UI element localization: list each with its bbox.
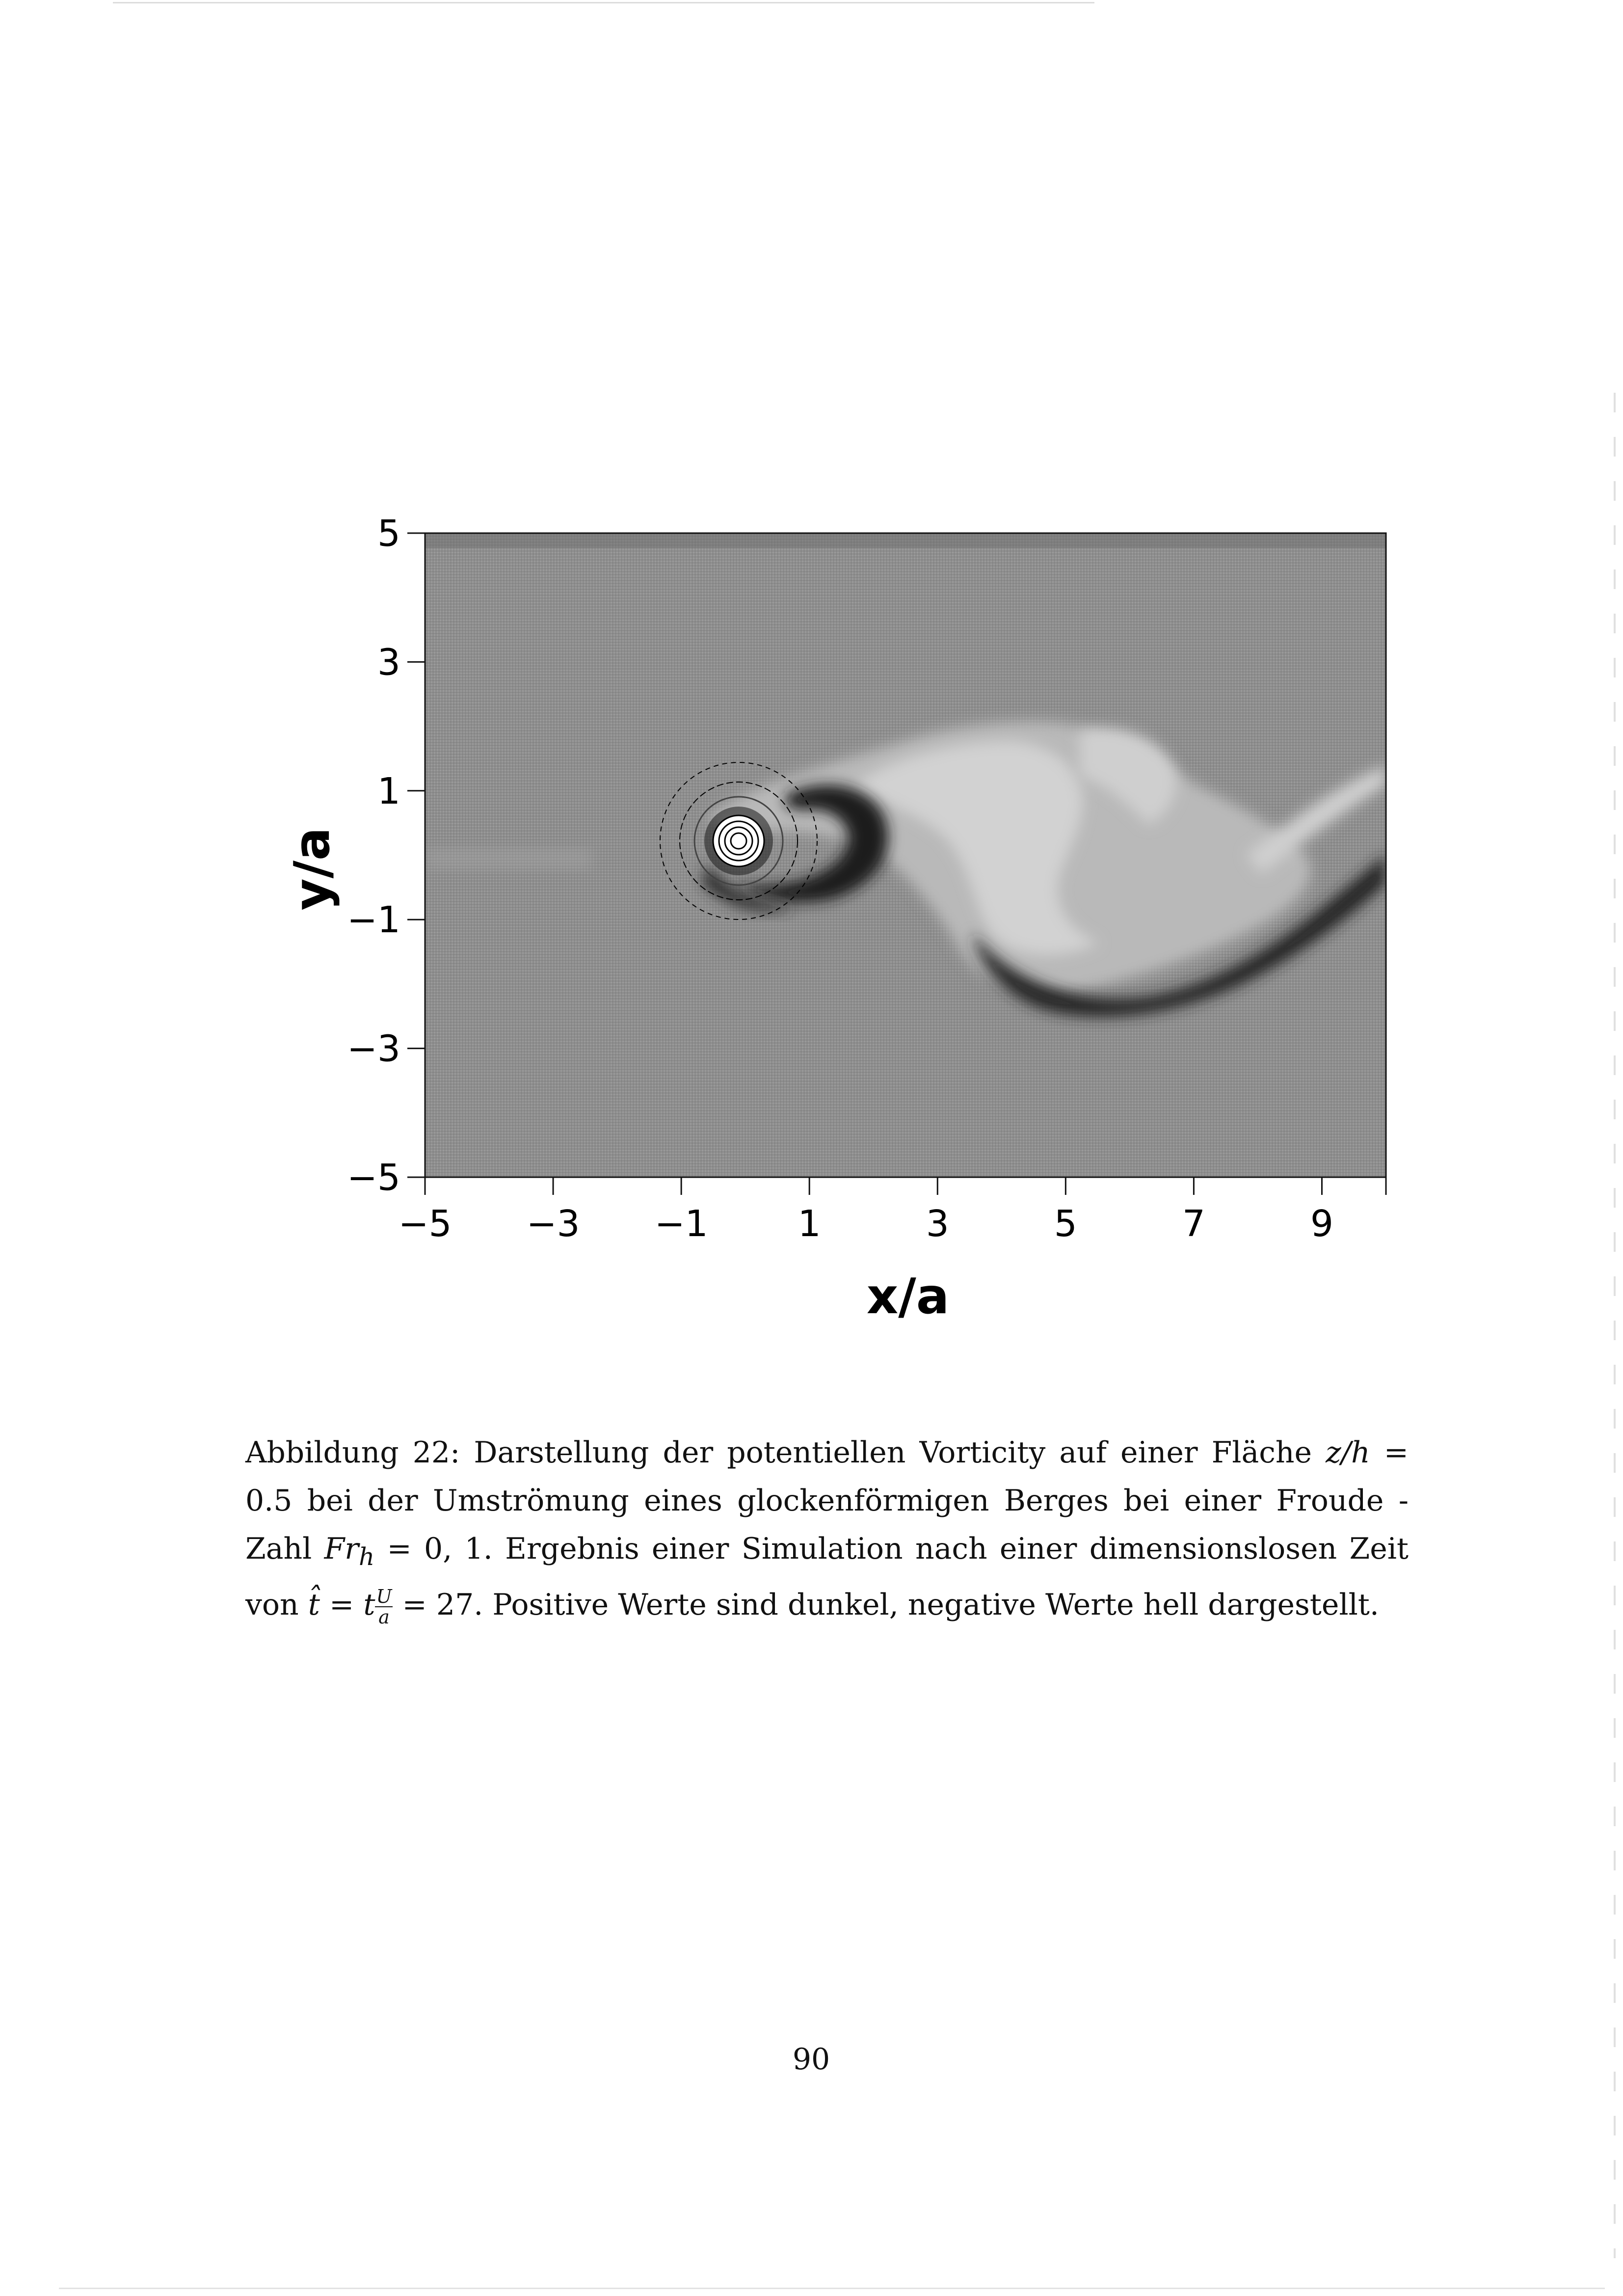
mountain-peak: [713, 815, 764, 866]
caption-math-fr: Fr: [324, 1532, 359, 1566]
fraction-denominator: a: [378, 1606, 390, 1628]
caption-equals: =: [329, 1588, 354, 1622]
page-number: 90: [792, 2042, 830, 2077]
x-tick-label: −5: [398, 1203, 452, 1245]
caption-math-zh: z/h: [1326, 1435, 1370, 1470]
y-axis-title: y/a: [283, 827, 341, 911]
caption-math-fr-sub: h: [358, 1542, 375, 1571]
y-tick-label: −5: [346, 1157, 400, 1199]
x-tick-label: −1: [654, 1203, 708, 1245]
x-tick-label: 5: [1054, 1203, 1077, 1245]
top-shading: [425, 533, 1386, 548]
x-tick-label: 9: [1310, 1203, 1334, 1245]
x-tick-label: 7: [1182, 1203, 1205, 1245]
scan-artifact-bottom: [59, 2288, 1605, 2289]
figure-caption: [245, 1429, 1409, 1629]
caption-label: Abbildung 22:: [245, 1435, 460, 1470]
caption-fraction: [375, 1587, 393, 1627]
x-axis-title: x/a: [866, 1268, 950, 1325]
upstream-streak: [425, 849, 592, 869]
caption-text-2: = 0.5 bei der Umströmung eines glockenförmigen Berges bei einer Froude - Zahl: [245, 1435, 1409, 1566]
caption-text-3: = 0, 1. Ergebnis einer Simulation nach einer dimensionslosen Zeit von: [245, 1532, 1409, 1622]
scan-artifact-right: [1614, 393, 1616, 2258]
fraction-numerator: U: [376, 1586, 392, 1608]
x-tick-label: −3: [526, 1203, 580, 1245]
vorticity-figure: [275, 511, 1453, 1375]
y-tick-label: −1: [346, 899, 400, 942]
caption-math-t: t: [363, 1588, 375, 1622]
vorticity-plot: [275, 511, 1453, 1375]
y-tick-label: 3: [377, 641, 400, 684]
caption-math-t-hat: t̂: [308, 1588, 320, 1622]
scan-artifact-top: [113, 2, 1094, 3]
x-tick-label: 3: [926, 1203, 949, 1245]
y-tick-label: 1: [377, 770, 400, 812]
x-tick-label: 1: [798, 1203, 821, 1245]
caption-text-1: Darstellung der potentiellen Vorticity auf einer Fläche: [474, 1435, 1312, 1470]
caption-text-4: = 27. Positive Werte sind dunkel, negative Werte hell dargestellt.: [402, 1588, 1379, 1622]
y-tick-label: 5: [377, 513, 400, 555]
y-tick-label: −3: [346, 1027, 400, 1070]
